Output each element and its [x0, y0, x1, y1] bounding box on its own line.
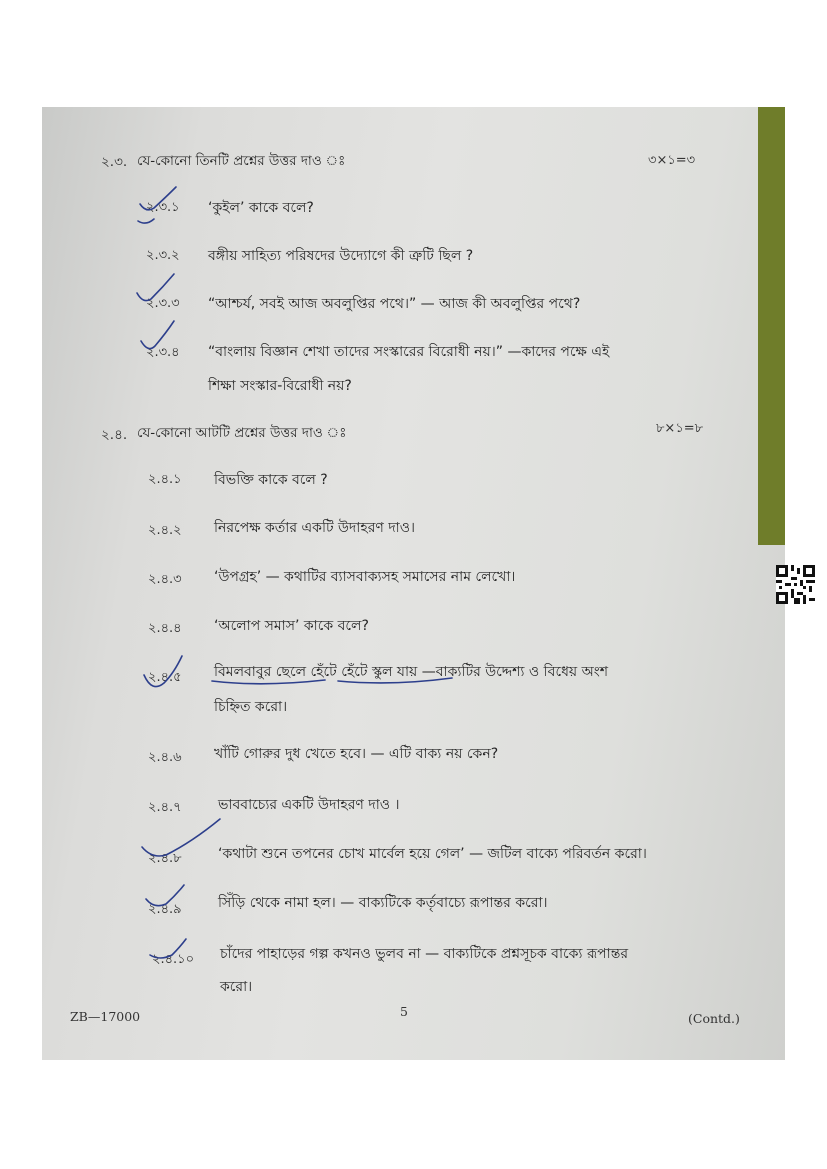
underline — [338, 678, 452, 683]
exam-page — [42, 107, 772, 1060]
question-text: ‘অলোপ সমাস’ কাকে বলে? — [214, 618, 369, 634]
tick-mark — [146, 885, 184, 906]
question-text: ভাববাচ্যের একটি উদাহরণ দাও । — [218, 797, 400, 813]
paper-code: ZB—17000 — [70, 1009, 141, 1024]
question-text: বিভক্তি কাকে বলে ? — [214, 472, 328, 488]
question-text-cont: করো। — [220, 979, 253, 995]
question-text: চাঁদের পাহাড়ের গল্প কখনও ভুলব না — বাক্যটিকে প্রশ্নসূচক বাক্যে রূপান্তর — [220, 946, 629, 962]
question-text: “বাংলায় বিজ্ঞান শেখা তাদের সংস্কারের বিরোধী নয়।” —কাদের পক্ষে এই — [208, 344, 610, 360]
question-text-cont: চিহ্নিত করো। — [214, 699, 288, 715]
underline — [212, 680, 325, 684]
question-number: ২.৪.৪ — [148, 621, 182, 636]
question-number: ২.৪.৯ — [148, 902, 182, 917]
question-text: বিমলবাবুর ছেলে হেঁটে হেঁটে স্কুল যায় —বাক্যটির উদ্দেশ্য ও বিধেয় অংশ — [214, 664, 609, 680]
question-number: ২.৪.৫ — [148, 670, 182, 685]
question-number: ২.৪.৭ — [148, 800, 182, 815]
tick-mark — [150, 939, 186, 958]
section-number: ২.৩. — [101, 154, 128, 170]
question-text-cont: শিক্ষা সংস্কার-বিরোধী নয়? — [208, 378, 352, 394]
question-number: ২.৩.২ — [146, 248, 180, 263]
pen-marks — [42, 107, 772, 1060]
section-marks: ৩×১=৩ — [648, 153, 696, 168]
tick-mark — [138, 219, 154, 223]
question-text: ‘উপগ্রহ’ — কথাটির ব্যাসবাক্যসহ সমাসের নাম লেখো। — [214, 569, 516, 585]
tick-mark — [141, 321, 174, 349]
page-number: 5 — [400, 1004, 408, 1019]
question-text: নিরপেক্ষ কর্তার একটি উদাহরণ দাও। — [214, 520, 416, 536]
tick-mark — [142, 819, 220, 856]
tick-mark — [140, 187, 176, 210]
question-number: ২.৩.৩ — [146, 296, 180, 311]
question-text: খাঁটি গোরুর দুধ খেতে হবে। — এটি বাক্য নয় কেন? — [214, 746, 499, 762]
question-text: ‘কুইল’ কাকে বলে? — [208, 200, 314, 216]
qr-code-icon — [776, 565, 815, 604]
tick-mark — [137, 274, 174, 301]
question-number: ২.৪.৮ — [148, 851, 182, 866]
section-number: ২.৪. — [101, 427, 128, 443]
question-number: ২.৪.৬ — [148, 750, 182, 765]
question-number: ২.৪.১০ — [152, 952, 195, 967]
section-marks: ৮×১=৮ — [656, 421, 704, 436]
question-number: ২.৪.১ — [148, 472, 182, 487]
tick-mark — [144, 656, 182, 687]
section-instruction: যে-কোনো আটটি প্রশ্নের উত্তর দাও ঃ — [137, 425, 347, 441]
question-text: সিঁড়ি থেকে নামা হল। — বাক্যটিকে কর্তৃবাচ্যে রূপান্তর করো। — [218, 895, 548, 911]
question-text: বঙ্গীয় সাহিত্য পরিষদের উদ্যোগে কী ত্রুটি ছিল ? — [208, 248, 474, 264]
question-number: ২.৪.৩ — [148, 572, 182, 587]
question-text: ‘কথাটা শুনে তপনের চোখ মার্বেল হয়ে গেল’ — জটিল বাক্যে পরিবর্তন করো। — [218, 846, 647, 862]
question-number: ২.৪.২ — [148, 523, 182, 538]
section-instruction: যে-কোনো তিনটি প্রশ্নের উত্তর দাও ঃ — [137, 153, 346, 169]
question-number: ২.৩.৪ — [146, 345, 180, 360]
contd-label: (Contd.) — [688, 1011, 740, 1026]
question-number: ২.৩.১ — [146, 200, 180, 215]
question-text: “আশ্চর্য, সবই আজ অবলুপ্তির পথে।” — আজ কী অবলুপ্তির পথে? — [208, 296, 581, 312]
